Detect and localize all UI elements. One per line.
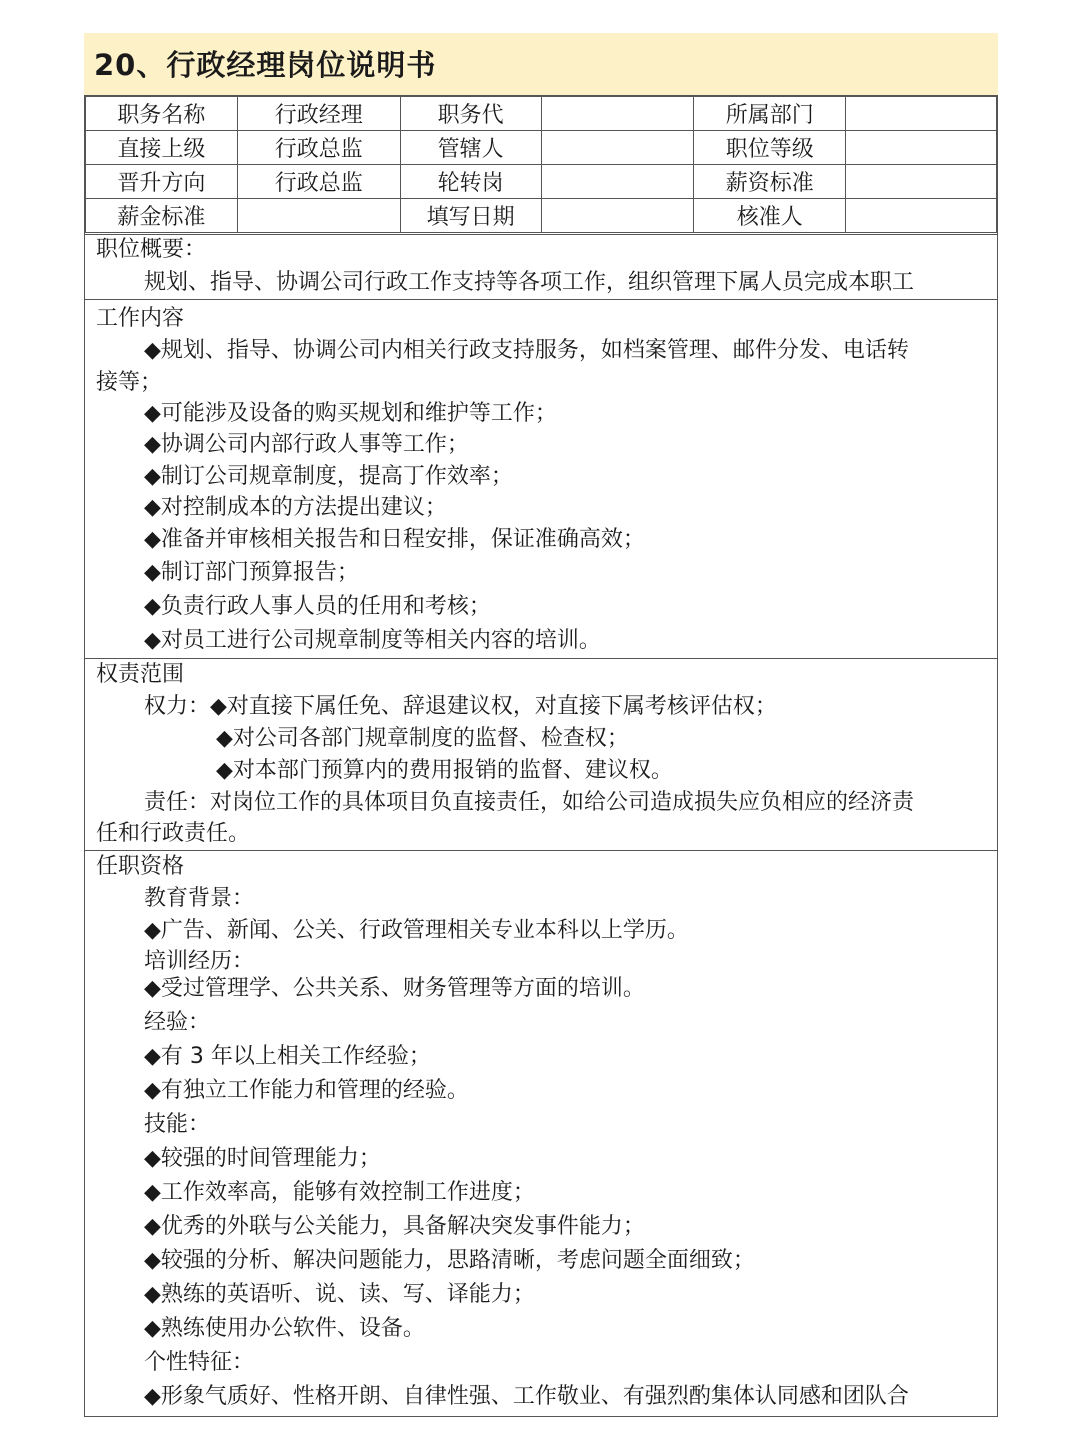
section-heading: 职位概要： xyxy=(96,237,207,262)
sub-heading: 经验： xyxy=(144,1010,211,1035)
table-cell: 管辖人 xyxy=(400,131,541,165)
list-item: ◆制订公司规章制度，提高丁作效率； xyxy=(144,464,513,489)
table-cell: 职务代 xyxy=(400,97,541,131)
list-item: ◆有独立工作能力和管理的经验。 xyxy=(144,1078,469,1103)
table-cell xyxy=(846,165,997,199)
power-line: ◆对公司各部门规章制度的监督、检查权； xyxy=(216,726,629,751)
table-cell: 薪金标准 xyxy=(86,199,238,233)
list-item: ◆制订部门预算报告； xyxy=(144,560,359,585)
overview-section xyxy=(85,234,997,299)
section-heading: 工作内容 xyxy=(96,306,185,331)
table-cell: 职位等级 xyxy=(694,131,846,165)
table-cell: 轮转岗 xyxy=(400,165,541,199)
power-line: ◆对本部门预算内的费用报销的监督、建议权。 xyxy=(216,758,673,783)
table-cell xyxy=(541,165,694,199)
list-item: ◆较强的分析、解决问题能力，思路清晰，考虑问题全面细致； xyxy=(144,1248,755,1273)
list-item: ◆对员工进行公司规章制度等相关内容的培训。 xyxy=(144,628,601,653)
table-cell: 薪资标准 xyxy=(694,165,846,199)
sub-heading: 技能： xyxy=(144,1112,211,1137)
table-cell xyxy=(237,199,400,233)
title-bar xyxy=(84,33,998,95)
list-item: 接等； xyxy=(96,370,163,395)
job-description-document xyxy=(84,95,998,1417)
list-item: ◆协调公司内部行政人事等工作； xyxy=(144,432,469,457)
table-cell xyxy=(541,131,694,165)
work-content-section xyxy=(85,299,997,658)
power-line: 权力：◆对直接下属任免、辞退建议权，对直接下属考核评估权； xyxy=(144,694,777,719)
table-cell: 行政总监 xyxy=(237,165,400,199)
list-item: ◆准备并审核相关报告和日程安排，保证准确高效； xyxy=(144,527,645,552)
sub-heading: 培训经历： xyxy=(144,949,255,974)
list-item: ◆广告、新闻、公关、行政管理相关专业本科以上学历。 xyxy=(144,918,689,943)
list-item: ◆有 3 年以上相关工作经验； xyxy=(144,1044,431,1069)
list-item: ◆形象气质好、性格开朗、自律性强、工作敬业、有强烈酌集体认同感和团队合 xyxy=(144,1384,909,1409)
authority-section xyxy=(85,658,997,850)
list-item: ◆对控制成本的方法提出建议； xyxy=(144,495,447,520)
list-item: ◆熟练的英语听、说、读、写、译能力； xyxy=(144,1282,535,1307)
table-cell: 直接上级 xyxy=(86,131,238,165)
table-cell: 职务名称 xyxy=(86,97,238,131)
table-cell xyxy=(541,199,694,233)
list-item: ◆优秀的外联与公关能力，具备解决突发事件能力； xyxy=(144,1214,645,1239)
list-item: ◆熟练使用办公软件、设备。 xyxy=(144,1316,425,1341)
sub-heading: 教育背景： xyxy=(144,886,255,911)
list-item: ◆规划、指导、协调公司内相关行政支持服务，如档案管理、邮件分发、电话转 xyxy=(144,338,909,363)
list-item: ◆工作效率高，能够有效控制工作进度； xyxy=(144,1180,535,1205)
table-cell xyxy=(846,97,997,131)
list-item: ◆受过管理学、公共关系、财务管理等方面的培训。 xyxy=(144,976,645,1001)
table-row xyxy=(86,97,997,131)
table-cell: 行政总监 xyxy=(237,131,400,165)
table-cell: 晋升方向 xyxy=(86,165,238,199)
duty-line: 责任：对岗位工作的具体项目负直接责任，如给公司造成损失应负相应的经济责 xyxy=(144,790,915,815)
table-row xyxy=(86,131,997,165)
table-row xyxy=(86,199,997,233)
table-cell: 所属部门 xyxy=(694,97,846,131)
list-item: ◆较强的时间管理能力； xyxy=(144,1146,381,1171)
table-cell: 行政经理 xyxy=(237,97,400,131)
table-cell xyxy=(846,199,997,233)
table-cell xyxy=(541,97,694,131)
overview-text: 规划、指导、协调公司行政工作支持等各项工作，组织管理下属人员完成本职工 xyxy=(144,270,915,295)
sub-heading: 个性特征： xyxy=(144,1350,255,1375)
table-cell: 核准人 xyxy=(694,199,846,233)
table-row xyxy=(86,165,997,199)
page-title: 20、行政经理岗位说明书 xyxy=(94,48,437,82)
table-cell: 填写日期 xyxy=(400,199,541,233)
section-heading: 权责范围 xyxy=(96,662,185,687)
qualification-section xyxy=(85,850,997,1416)
info-table xyxy=(85,96,997,233)
table-cell xyxy=(846,131,997,165)
duty-line: 任和行政责任。 xyxy=(96,821,251,846)
list-item: ◆可能涉及设备的购买规划和维护等工作； xyxy=(144,401,557,426)
list-item: ◆负责行政人事人员的任用和考核； xyxy=(144,594,491,619)
section-heading: 任职资格 xyxy=(96,854,185,879)
